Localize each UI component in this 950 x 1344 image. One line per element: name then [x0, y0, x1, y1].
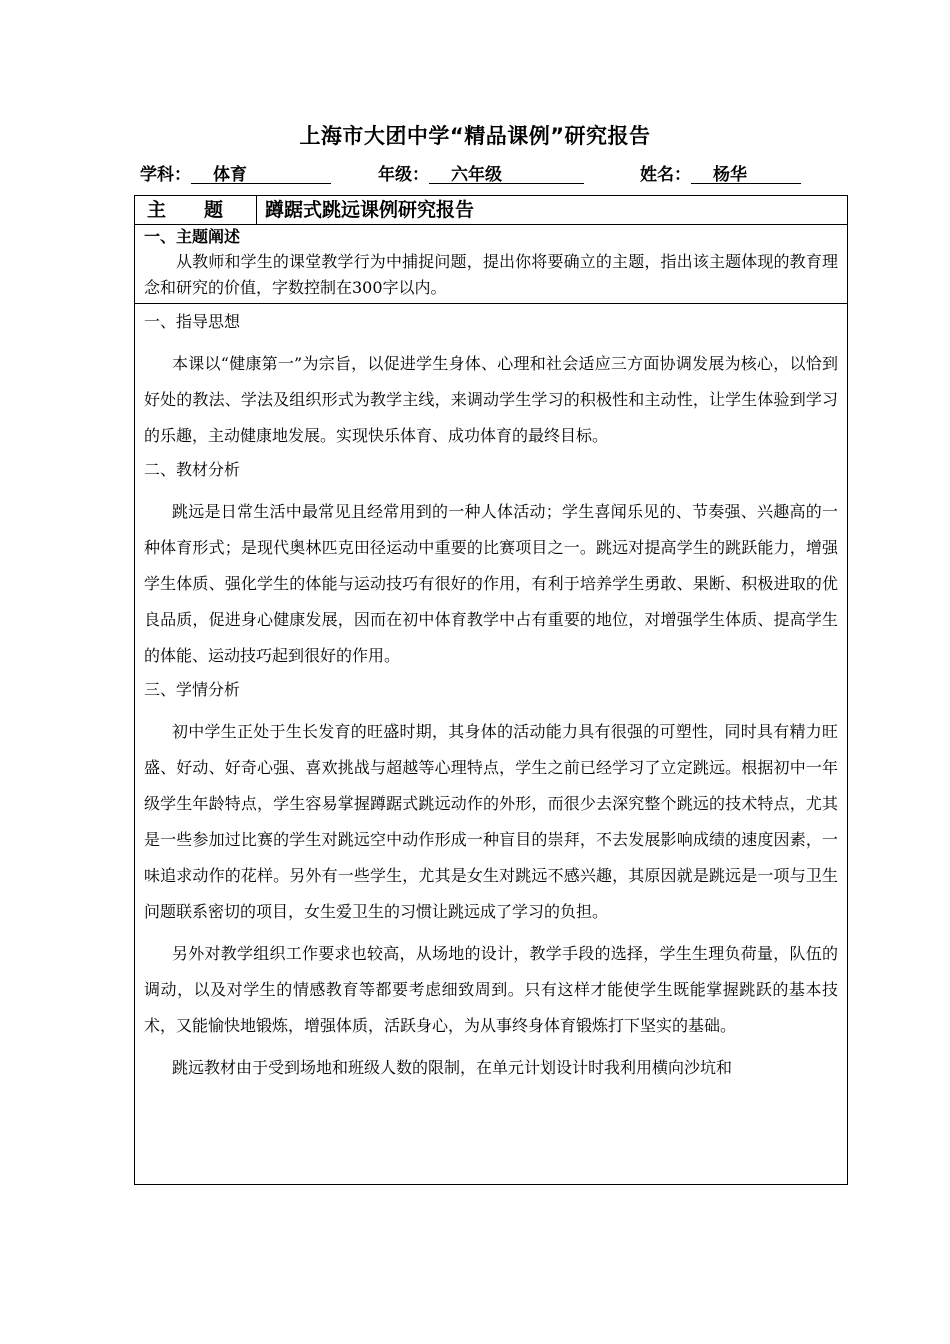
name-value: 杨华 — [691, 160, 801, 184]
section-heading-guiding: 一、指导思想 — [144, 312, 241, 331]
name-label: 姓名： — [640, 165, 691, 185]
grade-value: 六年级 — [429, 160, 584, 184]
name-field — [640, 160, 801, 185]
report-body — [144, 310, 838, 1086]
topic-value: 蹲踞式跳远课例研究报告 — [265, 199, 475, 221]
topic-row — [135, 196, 847, 225]
grade-field — [378, 160, 584, 185]
section-heading-students: 三、学情分析 — [144, 680, 241, 699]
topic-prompt-cell — [135, 224, 847, 304]
prompt-heading: 一、主题阐述 — [144, 227, 241, 246]
students-paragraph-1: 初中学生正处于生长发育的旺盛时期，其身体的活动能力具有很强的可塑性，同时具有精力旺盛、好动、好奇心强、喜欢挑战与超越等心理特点，学生之前已经学习了立定跳远。根据初中一年级学生年龄特点，学生容易掌握蹲踞式跳远动作的外形，而很少去深究整个跳远的技术特点，尤其是一些参加过比赛的学生对跳远空中动作形成一种盲目的崇拜，不去发展影响成绩的速度因素，一味追求动作的花样。另外有一些学生，尤其是女生对跳远不感兴趣，其原因就是跳远是一项与卫生问题联系密切的项目，女生爱卫生的习惯让跳远成了学习的负担。 — [144, 722, 838, 921]
material-paragraph: 跳远是日常生活中最常见且经常用到的一种人体活动；学生喜闻乐见的、节奏强、兴趣高的一种体育形式；是现代奥林匹克田径运动中重要的比赛项目之一。跳远对提高学生的跳跃能力，增强学生体质、强化学生的体能与运动技巧有很好的作用，有利于培养学生勇敢、果断、积极进取的优良品质，促进身心健康发展，因而在初中体育教学中占有重要的地位，对增强学生体质、提高学生的体能、运动技巧起到很好的作用。 — [144, 502, 838, 665]
document-title: 上海市大团中学“精品课例”研究报告 — [299, 124, 651, 148]
students-paragraph-2: 另外对教学组织工作要求也较高，从场地的设计，教学手段的选择，学生生理负荷量，队伍的调动，以及对学生的情感教育等都要考虑细致周到。只有这样才能使学生既能掌握跳跃的基本技术，又能愉快地锻炼，增强体质，活跃身心，为从事终身体育锻炼打下坚实的基础。 — [144, 944, 838, 1035]
grade-label: 年级： — [378, 165, 429, 185]
report-table — [134, 195, 848, 1185]
section-heading-material: 二、教材分析 — [144, 460, 241, 479]
guiding-paragraph: 本课以“健康第一”为宗旨，以促进学生身体、心理和社会适应三方面协调发展为核心，以恰到好处的教法、学法及组织形式为教学主线，来调动学生学习的积极性和主动性，让学生体验到学习的乐趣，主动健康地发展。实现快乐体育、成功体育的最终目标。 — [144, 354, 838, 445]
subject-label: 学科： — [140, 165, 191, 185]
students-paragraph-3: 跳远教材由于受到场地和班级人数的限制，在单元计划设计时我利用横向沙坑和 — [172, 1058, 733, 1077]
topic-label: 主 题 — [135, 196, 257, 224]
subject-field — [140, 160, 331, 185]
subject-value: 体育 — [191, 160, 331, 184]
prompt-text: 从教师和学生的课堂教学行为中捕捉问题，提出你将要确立的主题，指出该主题体现的教育理念和研究的价值，字数控制在300字以内。 — [144, 252, 838, 297]
